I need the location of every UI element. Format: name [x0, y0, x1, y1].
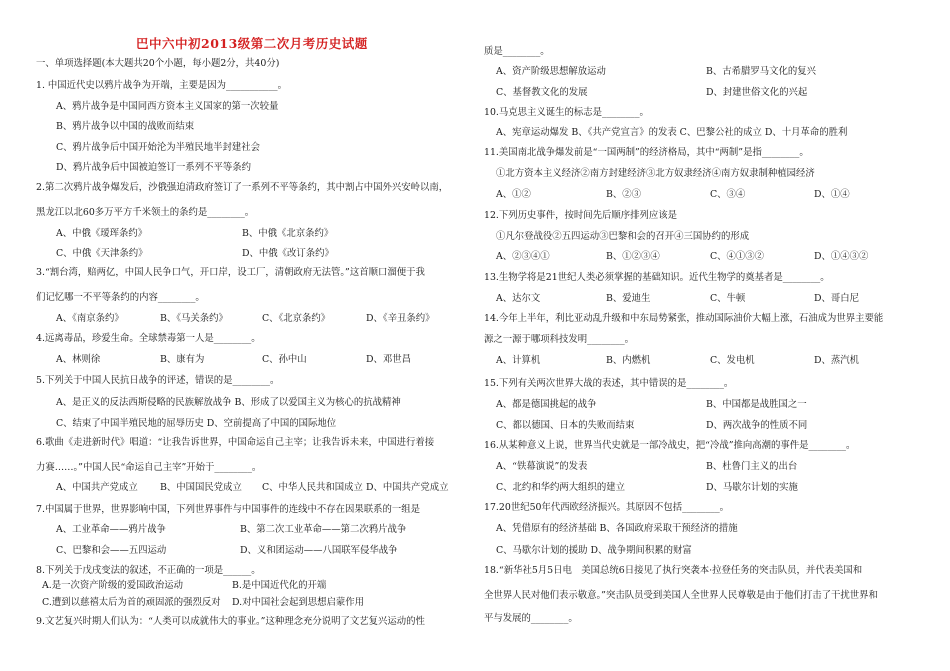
answer-option: A、计算机: [496, 355, 541, 366]
answer-option: B、中国都是战胜国之一: [706, 399, 807, 410]
option-row: [484, 399, 914, 411]
answer-option: C、巴黎和会——五四运动: [56, 545, 167, 556]
question-line: 质是________。: [484, 46, 550, 57]
question-line: 们记忆哪一不平等条约的内容________。: [36, 292, 205, 303]
answer-option: A、“铁幕演说”的发表: [496, 461, 588, 472]
answer-option: C、发电机: [710, 355, 755, 366]
question-line: B.是中国近代化的开端: [232, 580, 327, 591]
question-line: 5.下列关于中国人民抗日战争的评述，错误的是________。: [36, 375, 280, 386]
option-row: [484, 355, 914, 367]
question-line: 力赛……。”中国人民“命运自己主宰”开始于________。: [36, 462, 262, 473]
question-line: 10.马克思主义诞生的标志是________。: [484, 107, 649, 118]
option-row: [484, 66, 914, 78]
right-column: [484, 0, 914, 671]
question-line: C.遭到以慈禧太后为首的顽固派的强烈反对: [42, 597, 221, 608]
question-line: 一、单项选择题(本大题共20个小题，每小题2分，共40分): [36, 58, 280, 69]
exam-title: 巴中六中初2013级第二次月考历史试题: [136, 36, 368, 51]
question-line: A.是一次资产阶级的爱国政治运动: [42, 580, 184, 591]
question-line: 平与发展的________。: [484, 613, 578, 624]
answer-option: B、第二次工业革命——第二次鸦片战争: [240, 524, 407, 535]
answer-option: C、都以德国、日本的失败而结束: [496, 420, 635, 431]
answer-option: B、古希腊罗马文化的复兴: [706, 66, 817, 77]
question-line: 14.今年上半年，利比亚动乱升级和中东局势紧张，推动国际油价大幅上涨，石油成为世界主要能: [484, 313, 884, 324]
answer-option: B、《马关条约》: [160, 313, 228, 324]
answer-option: D、义和团运动——八国联军侵华战争: [240, 545, 398, 556]
answer-option: C、④①③②: [710, 251, 765, 262]
option-row: [36, 545, 468, 557]
option-row: [36, 482, 468, 494]
question-line: A、鸦片战争是中国同西方资本主义国家的第一次较量: [56, 101, 279, 112]
question-line: C、鸦片战争后中国开始沦为半殖民地半封建社会: [56, 142, 261, 153]
answer-option: C、中俄《天津条约》: [56, 248, 148, 259]
option-row: [484, 420, 914, 432]
answer-option: D、马歇尔计划的实施: [706, 482, 798, 493]
question-line: 18.“新华社5月5日电 美国总统6日接见了执行突袭本·拉登任务的突击队员，并代表美国和: [484, 565, 863, 576]
answer-option: B、中俄《北京条约》: [242, 228, 334, 239]
question-line: D.对中国社会起到思想启蒙作用: [232, 597, 365, 608]
answer-option: C、基督教文化的发展: [496, 87, 588, 98]
answer-option: D、①④: [814, 189, 850, 200]
question-line: ①北方资本主义经济②南方封建经济③北方奴隶经济④南方奴隶制种植园经济: [496, 168, 815, 179]
question-line: 4.远离毒品，珍爱生命。全球禁毒第一人是________。: [36, 333, 261, 344]
option-row: [36, 524, 468, 536]
question-line: 11.美国南北战争爆发前是“一国两制”的经济格局，其中“两制”是指________。: [484, 147, 809, 158]
answer-option: C、马歇尔计划的援助 D、战争期间积累的财富: [496, 545, 692, 556]
answer-option: C、中华人民共和国成立: [262, 482, 363, 493]
answer-option: D、中俄《改订条约》: [242, 248, 334, 259]
question-line: A、是正义的反法西斯侵略的民族解放战争 B、形成了以爱国主义为核心的抗战精神: [56, 397, 401, 408]
question-line: 源之一源于哪项科技发明________。: [484, 334, 635, 345]
answer-option: B、中国国民党成立: [160, 482, 242, 493]
answer-option: C、北约和华约两大组织的建立: [496, 482, 626, 493]
answer-option: C、牛顿: [710, 293, 746, 304]
question-line: 15.下列有关两次世界大战的表述，其中错误的是________。: [484, 378, 734, 389]
option-row: [484, 523, 914, 535]
option-row: [484, 189, 914, 201]
option-row: [36, 248, 468, 260]
answer-option: A、林则徐: [56, 354, 101, 365]
answer-option: D、邓世昌: [366, 354, 412, 365]
option-row: [484, 251, 914, 263]
answer-option: C、《北京条约》: [262, 313, 331, 324]
question-line: 全世界人民对他们表示敬意。”突击队员受到美国人全世界人民尊敬是由于他们打击了干扰世界和: [484, 590, 878, 601]
option-row: [484, 293, 914, 305]
answer-option: D、两次战争的性质不同: [706, 420, 808, 431]
answer-option: A、《南京条约》: [56, 313, 124, 324]
answer-option: D、中国共产党成立: [366, 482, 449, 493]
question-line: C、结束了中国半殖民地的屈辱历史 D、空前提高了中国的国际地位: [56, 418, 337, 429]
question-line: 12.下列历史事件，按时间先后顺序排列应该是: [484, 210, 678, 221]
option-row: [484, 87, 914, 99]
question-line: 7.中国属于世界，世界影响中国，下列世界事件与中国事件的连线中不存在因果联系的一组是: [36, 504, 420, 515]
option-row: [36, 354, 468, 366]
answer-option: A、都是德国挑起的战争: [496, 399, 597, 410]
option-row: [36, 313, 468, 325]
answer-option: B、②③: [606, 189, 642, 200]
left-column: [36, 0, 468, 671]
question-line: 9.文艺复兴时期人们认为：“人类可以成就伟大的事业。”这种理念充分说明了文艺复兴运动的性: [36, 616, 425, 627]
question-line: 13.生物学将是21世纪人类必须掌握的基础知识。近代生物学的奠基者是________。: [484, 272, 830, 283]
question-line: A、宪章运动爆发 B、《共产党宣言》的发表 C、巴黎公社的成立 D、十月革命的胜利: [496, 127, 848, 138]
question-line: 2.第二次鸦片战争爆发后，沙俄强迫清政府签订了一系列不平等条约，其中割占中国外兴安岭以南，: [36, 182, 449, 193]
answer-option: A、中俄《瑷珲条约》: [56, 228, 148, 239]
answer-option: D、哥白尼: [814, 293, 860, 304]
option-row: [36, 228, 468, 240]
answer-option: C、孙中山: [262, 354, 307, 365]
question-line: 16.从某种意义上说，世界当代史就是一部冷战史，把“冷战”推向高潮的事件是________。: [484, 440, 856, 451]
option-row: [484, 482, 914, 494]
question-line: 8.下列关于戊戌变法的叙述，不正确的一项是______。: [36, 565, 261, 576]
answer-option: D、蒸汽机: [814, 355, 860, 366]
answer-option: C、③④: [710, 189, 746, 200]
question-line: 6.歌曲《走进新时代》唱道：“让我告诉世界，中国命运自己主宰；让我告诉未来，中国进行着接: [36, 437, 435, 448]
answer-option: A、①②: [496, 189, 531, 200]
question-line: 17.20世纪50年代西欧经济振兴。其原因不包括________。: [484, 502, 730, 513]
question-line: 1. 中国近代史以鸦片战争为开端，主要是因为___________。: [36, 80, 287, 91]
option-row: [484, 461, 914, 473]
answer-option: B、杜鲁门主义的出台: [706, 461, 798, 472]
option-row: [484, 545, 914, 557]
answer-option: D、①④③②: [814, 251, 869, 262]
question-line: D、鸦片战争后中国被迫签订一系列不平等条约: [56, 162, 252, 173]
answer-option: A、凭借原有的经济基础 B、各国政府采取干预经济的措施: [496, 523, 738, 534]
answer-option: D、封建世俗文化的兴起: [706, 87, 808, 98]
question-line: 黑龙江以北60多万平方千米领土的条约是________。: [36, 207, 255, 218]
answer-option: A、工业革命——鸦片战争: [56, 524, 166, 535]
answer-option: B、康有为: [160, 354, 205, 365]
question-line: ①凡尔登战役②五四运动③巴黎和会的召开④三国协约的形成: [496, 231, 750, 242]
question-line: B、鸦片战争以中国的战败而结束: [56, 121, 195, 132]
answer-option: A、中国共产党成立: [56, 482, 138, 493]
question-line: 3.“割台湾，赔两亿，中国人民争口气，开口岸，设工厂，清朝政府无法管。”这首顺口溜便于我: [36, 267, 425, 278]
answer-option: A、达尔文: [496, 293, 541, 304]
answer-option: B、爱迪生: [606, 293, 651, 304]
answer-option: A、资产阶级思想解放运动: [496, 66, 606, 77]
answer-option: B、①②③④: [606, 251, 660, 262]
answer-option: D、《辛丑条约》: [366, 313, 435, 324]
answer-option: A、②③④①: [496, 251, 550, 262]
answer-option: B、内燃机: [606, 355, 651, 366]
